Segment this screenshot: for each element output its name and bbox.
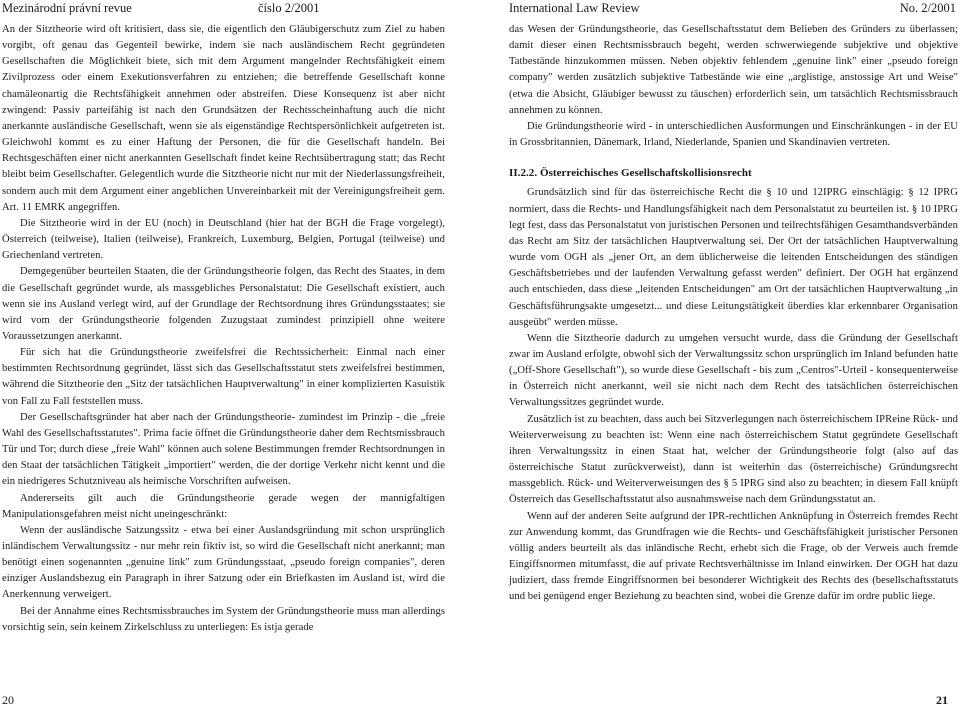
paragraph: das Wesen der Gründungstheorie, das Gesellschaftsstatut dem Belieben des Gründers zu überlassen; damit dieser einen Rechtsmissbrauch begeht, werden schwerwiegende subjektive und objektive Tatbestände hinzukommen müssen. Neben objektiv fehlendem „genuine link" einer „pseudo foreign company" werden zusätzlich subjektive Tatbestände wie eine „arglistige, anstossige Art und Weise" (etwa die Absicht, Gläubiger bewusst zu täuschen) erforderlich sein, um tatsächlich Rechtsmissbrauch annehmen zu können. (509, 24, 958, 116)
paragraph: Wenn der ausländische Satzungssitz - etwa bei einer Auslandsgründung mit schon ursprünglich inländischem Verwaltungssitz - nur mehr rein fiktiv ist, so wird die Gesellschaft nicht anerkannt; man benötigt einen sogenannten „genuine link" zum Gründungsstaat, „pseudo foreign companies", deren einziger Auslandsbezug ein Paragraph in ihrer Satzung oder ein Briefkasten im Ausland ist, wird die Anerkennung verweigert. (2, 524, 445, 601)
paragraph: Demgegenüber beurteilen Staaten, die der Gründungstheorie folgen, das Recht des Staates, in dem die Gesellschaft gegründet wurde, als massgebliches Personalstatut: Die Gesellschaft existiert, auch wenn sie ins Ausland verlegt wird, auf der Grundlage der Rechtsordnung ihres Gründungsstaates; sie wird vom der Gründungstheorie folgenden Zuzugstaat zumindest prinzipiell ohne weitere Voraussetzungen anerkannt. (2, 266, 445, 342)
running-header-journal-cz: Mezinárodní právní revue (2, 1, 132, 15)
paragraph: Bei der Annahme eines Rechtsmissbrauches im System der Gründungstheorie muss man allerdings vorsichtig sein, sein keinem Zirkelschluss zu unterliegen: Es istja gerade (2, 605, 445, 633)
right-column (509, 22, 958, 605)
paragraph: Für sich hat die Gründungstheorie zweifelsfrei die Rechtssicherheit: Einmal nach einer bestimmten Rechtsordnung gegründet, lässt sich das Gesellschaftsstatut stets zweifelsfrei bestimmen, während die Sitztheorie den „Sitz der tatsächlichen Hauptverwaltung" in einer komplizierten Kasuistik von Fall zu Fall feststellen muss. (2, 347, 445, 407)
paragraph: Der Gesellschaftsgründer hat aber nach der Gründungstheorie- zumindest im Prinzip - die „freie Wahl des Gesellschaftsstatutes". Prima facie öffnet die Gründungstheorie daher dem Rechtsmissbrauch Tür und Tor; durch diese „freie Wahl" können auch solene Bestimmungen fremder Rechtsordnungen in den Staat der tatsächlichen Tätigkeit „importiert" werden, die der dortige Verkehr nicht kennt und die ein niedrigeres Schutzniveau als heimische Vorschriften aufweisen. (2, 411, 445, 488)
paragraph: Die Sitztheorie wird in der EU (noch) in Deutschland (hier hat der BGH die Frage vorgelegt), Österreich (teilweise), Italien (teilweise), Frankreich, Luxemburg, Belgien, Portugal (teilweise) und Griechenland vertreten. (2, 217, 445, 262)
paragraph: Andererseits gilt auch die Gründungstheorie gerade wegen der mannigfaltigen Manipulationsgefahren meist nicht uneingeschränkt: (2, 492, 445, 520)
paragraph: Zusätzlich ist zu beachten, dass auch bei Sitzverlegungen nach österreichischem IPReine Rück- und Weiterverweisung zu beachten ist: Wenn eine nach österreichischem Statut gegründete Gesellschaft ihren Verwaltungssitz in einen Staat hat, welcher der Gründungstheorie folgt (also auf das österreichische Statut zurückverweist), dann ist weiterhin das (österreichische) Gründungsrecht massgeblich. Rück- und Weiterverweisungen des § 5 IPRG sind also zu beachten; in diesem Fall knüpft Österreich das Gesellschaftsstatut also ausnahmsweise nach dem Gründungsstatut an. (509, 413, 958, 506)
paragraph: Grundsätzlich sind für das österreichische Recht die § 10 und 12IPRG einschlägig: § 12 IPRG normiert, dass die Rechts- und Handlungsfähigkeit nach dem Personalstatut zu beurteilen ist. § 10 IPRG legt fest, dass das Personalstatut von juristischen Personen und teilrechtsfähigen Gesamthandsverbänden das Recht am Sitz der tatsächlichen Hauptverwaltung sei. Der Ort der tatsächlichen Hauptverwaltung wurde vom OGH als „jener Ort, an dem üblicherweise die leitenden Entscheidungen des ständigen Geschäftsbetriebes und der laufenden Verwaltung gefasst werden" definiert. Der OGH hat ergänzend auch entschieden, dass diese „leitenden Entscheidungen" am Ort der tatsächlichen Hauptverwaltung „in Geschäftsführungsakte umgesetzt... und diese Leitungstätigkeit überdies klar erkennbarer Organisation ausgeübt" werden müsse. (509, 187, 958, 328)
page-number-left: 20 (2, 693, 14, 707)
paragraph: An der Sitztheorie wird oft kritisiert, dass sie, die eigentlich den Gläubigerschutz zum Ziel zu haben vorgibt, oft genau das Gegenteil bewirke, indem sie nach ausländischem Recht gegründeten Gesellschaften die Möglichkeit biete, sich mit dem Argument mangelnder Rechtsfähigkeit einem Zivilprozess oder einem Exekutionsverfahren zu entziehen; die betreffende Gesellschaft konne chamäleonartig die Rechtsfähigkeit annehmen oder abstreifen. Diese Konsequenz ist aber nicht zwingend: Passiv parteifähig ist nach den Grundsätzen der Rechtsscheinhaftung auch die nicht anerkannte ausländische Gesellschaft, wenn sie als eigenständige Rechtspersönlichkeit aufgetreten ist. Gleichwohl kommt es zu einer Haftung der Personen, die für die Gesellschaft handeln. Bei Rechtsgeschäften einer nicht anerkannten Gesellschaft findet keine Rechtsübertragung statt; das Recht bleibt beim Gesellschafter. Gelegentlich wurde die Sitztheorie nicht nur mit der Niederlassungsfreiheit, sondern auch mit dem Argument einer angeblichen Unvereinbarkeit mit der Vereinigungsfreiheit gem. Art. 11 EMRK angegriffen. (2, 24, 445, 213)
left-column (2, 22, 445, 636)
page-number-right: 21 (936, 693, 948, 707)
paragraph: Die Gründungstheorie wird - in unterschiedlichen Ausformungen und Einschränkungen - in der EU in Grossbritannien, Dänemark, Irland, Niederlande, Spanien und Skandinavien vertreten. (509, 120, 958, 149)
running-header-issue-cz: číslo 2/2001 (258, 1, 320, 15)
paragraph: Wenn die Sitztheorie dadurch zu umgehen versucht wurde, dass die Gründung der Gesellschaft zwar im Ausland erfolgte, obwohl sich der Verwaltungssitz schon ursprünglich im Inland befunden hatte („Off-Shore Gesellschaft"), so wurde diese Gesellschaft - bis zum „Centros"-Urteil - konsequenterweise in Österreich nicht anerkannt, weil sie nicht nach dem Recht des tatsächlichen österreichischen Verwaltungssitzes gegründet wurde. (509, 332, 958, 409)
running-header-issue-en: No. 2/2001 (899, 1, 956, 15)
section-heading: II.2.2. Österreichisches Gesellschaftskollisionsrecht (509, 167, 752, 180)
running-header-journal-en: International Law Review (509, 1, 640, 15)
paragraph: Wenn auf der anderen Seite aufgrund der IPR-rechtlichen Anknüpfung in Österreich fremdes Recht zur Anwendung kommt, das Grundfragen wie die Rechts- und Geschäftsfähigkeit juristischer Personen völlig anders beurteilt als das inländische Recht, erhebt sich die Frage, ob der Verweis auch fremde Eingiffsnormen mitumfasst, die auf private Rechtsverhältnisse im Inland einwirken. Der OGH hat dazu judiziert, dass fremde Eingriffsnormen bei besonderer Wichtigkeit des Rechts des (besellschaftsstatuts und bei genügend enger Beziehung zu beachten sind, wobei die Grenze dafür im ordre public liege. (509, 510, 958, 603)
